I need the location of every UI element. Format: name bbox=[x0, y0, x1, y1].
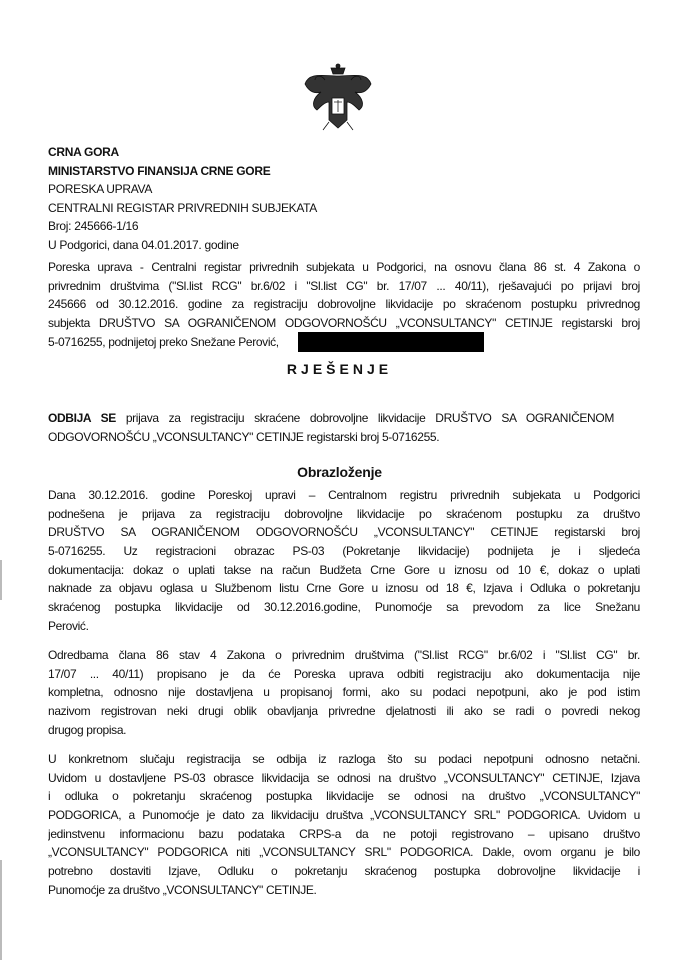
text-line: dokumentacija: dokaz o uplati takse na račun Budžeta Crne Gore u iznosu od 10 €, dokaz o uplati bbox=[48, 562, 640, 577]
header-number: Broj: 245666-1/16 bbox=[48, 219, 139, 233]
text-line: ODGOVORNOŠĆU „VCONSULTANCY" CETINJE registarski broj 5-0716255. bbox=[48, 429, 440, 444]
reasoning-title: Obrazloženje bbox=[297, 464, 382, 480]
scan-edge bbox=[0, 860, 2, 960]
decision-title: RJEŠENJE bbox=[286, 361, 393, 377]
text-line: naknade za objavu oglasa u Službenom listu Crne Gore u iznosu od 18 €, Izjava i Odluka o pokretanju bbox=[48, 581, 640, 596]
text-line: subjekta DRUŠTVO SA OGRANIČENOM ODGOVORNOŠĆU „VCONSULTANCY" CETINJE registarski broj bbox=[48, 316, 640, 331]
text-line: „VCONSULTANCY" PODGORICA niti „VCONSULTANCY SRL" PODGORICA. Dakle, ovom organu je bilo bbox=[48, 845, 640, 860]
text-line: 5-0716255. Uz registracioni obrazac PS-03 (Pokretanje likvidacije) podnijeta je i sljedeća bbox=[48, 544, 640, 559]
text-line: Poreska uprava - Centralni registar privrednih subjekata u Podgorici, na osnovu člana 86 st. 4 Zakona o bbox=[48, 260, 640, 274]
decision-lead: ODBIJA SE bbox=[48, 411, 116, 425]
coat-of-arms-icon bbox=[303, 62, 373, 134]
text-line: i odluka o pokretanju skraćenog postupka likvidacije se odnosi na društvo „VCONSULTANCY" bbox=[48, 789, 640, 804]
text-line: 245666 od 30.12.2016. godine za registraciju dobrovoljne likvidacije po skraćenom postupku privrednog bbox=[48, 297, 640, 312]
text-line: Uvidom u dostavljene PS-03 obrasce likvidacija se odnosi na društvo „VCONSULTANCY" CETINJE, Izjava bbox=[48, 770, 640, 785]
text-line: DRUŠTVO SA OGRANIČENOM ODGOVORNOŠĆU „VCONSULTANCY" CETINJE registarski broj bbox=[48, 525, 640, 540]
text-line: U konkretnom slučaju registracija se odbija iz razloga što su podaci nepotpuni odnosno netačni. bbox=[48, 752, 640, 766]
redaction-box bbox=[298, 332, 484, 352]
text-line: Perović. bbox=[48, 618, 89, 633]
header-country: CRNA GORA bbox=[48, 145, 119, 159]
reasoning-paragraph-2 bbox=[48, 646, 640, 739]
scan-edge bbox=[0, 560, 2, 600]
issuer-header bbox=[48, 143, 317, 254]
reasoning-paragraph-1 bbox=[48, 486, 640, 636]
text-line: PODGORICA, a Punomoćje je dato za likvidaciju društva „VCONSULTANCY SRL" PODGORICA. Uvidom u bbox=[48, 808, 640, 823]
text-line: Dana 30.12.2016. godine Poreskoj upravi – Centralnom registru privrednih subjekata u Podgorici bbox=[48, 488, 640, 502]
header-ministry: MINISTARSTVO FINANSIJA CRNE GORE bbox=[48, 163, 271, 178]
text-line: nazivom registrovan neki drugi oblik obavljanja privredne djelatnosti ili ako se radi o povredi nekog bbox=[48, 704, 640, 719]
decision-text: prijava za registraciju skraćene dobrovoljne likvidacije DRUŠTVO SA OGRANIČENOM bbox=[125, 411, 614, 425]
text-line: jedinstvenu informacionu bazu podataka CRPS-a da ne potoji registrovano – upisano društvo bbox=[48, 826, 640, 841]
header-registry: CENTRALNI REGISTAR PRIVREDNIH SUBJEKATA bbox=[48, 200, 318, 215]
text-line: skraćenog postupka likvidacije od 30.12.2016.godine, Punomoćje sa prevodom za lice Snežanu bbox=[48, 600, 640, 615]
text-line: drugog propisa. bbox=[48, 722, 127, 737]
header-date: U Podgorici, dana 04.01.2017. godine bbox=[48, 237, 239, 252]
reasoning-paragraph-3 bbox=[48, 750, 640, 900]
text-line: Odredbama člana 86 stav 4 Zakona o privrednim društvima ("Sl.list RCG" br.6/02 i "Sl.list CG" br. bbox=[48, 648, 640, 662]
text-line: potrebno dostaviti Izjave, Odluku o pokretanju skraćenog postupka dobrovoljne likvidacije i bbox=[48, 864, 640, 879]
text-line: 17/07 ... 40/11) propisano je da će Poreska uprava odbiti registraciju ako dokumentacija nije bbox=[48, 666, 640, 681]
text-line: 5-0716255, podnijetoj preko Snežane Perović, bbox=[48, 334, 279, 349]
header-agency: PORESKA UPRAVA bbox=[48, 182, 153, 196]
text-line: kompletna, odnosno nije dostavljena u propisanoj formi, ako su podaci nepotpuni, ako je pod istim bbox=[48, 685, 640, 700]
text-line: privrednim društvima ("Sl.list RCG" br.6/02 i "Sl.list CG" br. 17/07 ... 40/11), rješavajući po prijavi broj bbox=[48, 278, 640, 293]
text-line: Punomoćje za društvo „VCONSULTANCY" CETINJE. bbox=[48, 882, 317, 897]
text-line: podnešena je prijava za registraciju dobrovoljne likvidacije po skraćenom postupku za društvo bbox=[48, 506, 640, 521]
text-line bbox=[48, 409, 614, 428]
decision-paragraph bbox=[48, 409, 614, 446]
